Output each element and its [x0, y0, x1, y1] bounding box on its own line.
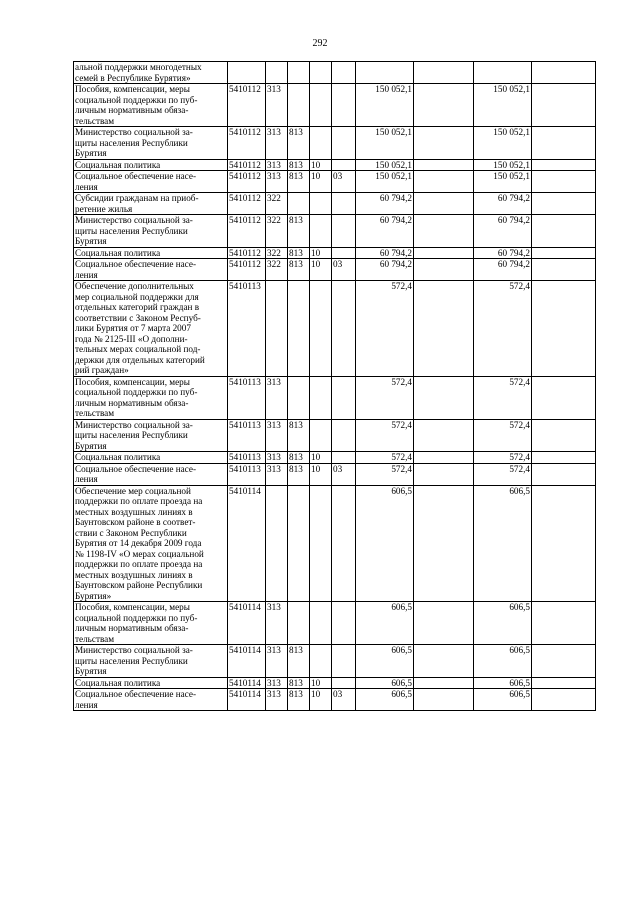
cell-name [74, 247, 228, 259]
cell-section: 10 [310, 259, 332, 281]
cell-empty [414, 463, 474, 485]
cell-section [310, 127, 332, 160]
name-line: Бурятия от 14 декабря 2009 года [75, 538, 202, 548]
cell-empty [414, 677, 474, 689]
table-row [74, 645, 596, 678]
cell-section [310, 281, 332, 377]
table-row [74, 376, 596, 419]
cell-total: 150 052,1 [356, 159, 414, 171]
cell-subsection [332, 193, 356, 215]
name-line: ретение жилья [75, 203, 133, 214]
cell-amount: 150 052,1 [474, 127, 532, 160]
cell-empty [532, 376, 596, 419]
cell-expense-type [266, 485, 288, 602]
cell-total: 606,5 [356, 485, 414, 602]
cell-name [74, 171, 228, 193]
name-line: социальной поддержки по пуб- [75, 387, 198, 397]
name-line: Министерство социальной за- [75, 419, 193, 430]
cell-ministry-code [288, 193, 310, 215]
cell-ministry-code: 813 [288, 463, 310, 485]
cell-amount: 572,4 [474, 376, 532, 419]
cell-total: 572,4 [356, 463, 414, 485]
cell-total [356, 62, 414, 84]
name-line: личным нормативным обяза- [75, 623, 189, 633]
name-line: альной поддержки многодетных [75, 62, 202, 72]
cell-empty [532, 645, 596, 678]
table-row [74, 281, 596, 377]
cell-empty [532, 215, 596, 248]
cell-expense-type: 313 [266, 677, 288, 689]
name-line: Пособия, компенсации, меры [75, 602, 190, 612]
cell-total: 572,4 [356, 281, 414, 377]
cell-expense-type [266, 62, 288, 84]
cell-section: 10 [310, 452, 332, 464]
cell-empty [532, 159, 596, 171]
cell-empty [532, 84, 596, 127]
name-line: Субсидии гражданам на приоб- [75, 193, 199, 203]
cell-subsection: 03 [332, 689, 356, 711]
table-row [74, 84, 596, 127]
cell-ministry-code: 813 [288, 677, 310, 689]
name-line: Баунтовском районе Республики [75, 580, 203, 590]
cell-empty [414, 645, 474, 678]
cell-subsection [332, 84, 356, 127]
cell-section [310, 602, 332, 645]
cell-target-article: 5410113 [228, 463, 266, 485]
name-line: Министерство социальной за- [75, 645, 193, 655]
name-line: ления [75, 474, 98, 484]
name-line: Бурятия [75, 148, 107, 158]
cell-empty [414, 193, 474, 215]
cell-subsection [332, 485, 356, 602]
name-line: года № 2125-III «О дополни- [75, 333, 188, 344]
cell-name [74, 602, 228, 645]
cell-target-article: 5410112 [228, 215, 266, 248]
cell-empty [414, 281, 474, 377]
table-body [74, 62, 596, 711]
table-row [74, 62, 596, 84]
cell-section: 10 [310, 171, 332, 193]
cell-empty [414, 84, 474, 127]
cell-amount: 150 052,1 [474, 159, 532, 171]
cell-target-article: 5410112 [228, 159, 266, 171]
cell-name [74, 463, 228, 485]
table-row [74, 485, 596, 602]
cell-section [310, 193, 332, 215]
cell-empty [532, 452, 596, 464]
cell-total: 150 052,1 [356, 127, 414, 160]
cell-subsection [332, 62, 356, 84]
table-row [74, 159, 596, 171]
cell-ministry-code [288, 84, 310, 127]
cell-empty [532, 602, 596, 645]
name-line: семей в Республике Бурятия» [75, 72, 191, 83]
name-line: Министерство социальной за- [75, 127, 193, 137]
name-line: № 1198-IV «О мерах социальной [75, 548, 204, 559]
cell-expense-type: 313 [266, 463, 288, 485]
name-line: соответствии с Законом Респуб- [75, 312, 201, 323]
cell-empty [532, 193, 596, 215]
name-line: Пособия, компенсации, меры [75, 84, 190, 94]
cell-empty [532, 419, 596, 452]
cell-section: 10 [310, 689, 332, 711]
cell-target-article: 5410112 [228, 127, 266, 160]
cell-expense-type: 313 [266, 602, 288, 645]
name-line: Социальное обеспечение насе- [75, 259, 197, 269]
name-line: ления [75, 699, 98, 710]
cell-section [310, 419, 332, 452]
cell-amount: 60 794,2 [474, 193, 532, 215]
table-row [74, 602, 596, 645]
cell-expense-type: 313 [266, 419, 288, 452]
cell-target-article: 5410112 [228, 84, 266, 127]
cell-empty [414, 259, 474, 281]
name-line: ления [75, 269, 98, 280]
cell-ministry-code [288, 602, 310, 645]
cell-ministry-code: 813 [288, 215, 310, 248]
cell-empty [414, 485, 474, 602]
cell-empty [414, 215, 474, 248]
cell-empty [532, 127, 596, 160]
name-line: щиты населения Республики [75, 655, 188, 666]
name-line: щиты населения Республики [75, 137, 188, 148]
cell-ministry-code: 813 [288, 171, 310, 193]
cell-target-article: 5410114 [228, 645, 266, 678]
cell-amount: 572,4 [474, 281, 532, 377]
cell-empty [414, 419, 474, 452]
name-line: отдельных категорий граждан в [75, 302, 200, 312]
cell-target-article: 5410114 [228, 689, 266, 711]
cell-ministry-code [288, 485, 310, 602]
cell-total: 60 794,2 [356, 215, 414, 248]
cell-total: 606,5 [356, 689, 414, 711]
cell-name [74, 452, 228, 464]
cell-amount: 606,5 [474, 485, 532, 602]
cell-total: 572,4 [356, 376, 414, 419]
cell-expense-type: 313 [266, 127, 288, 160]
name-line: Министерство социальной за- [75, 215, 193, 225]
name-line: Баунтовском районе в соответ- [75, 517, 196, 527]
name-line: Бурятия [75, 440, 107, 451]
cell-subsection [332, 215, 356, 248]
name-line: личным нормативным обяза- [75, 105, 189, 115]
name-line: щиты населения Республики [75, 225, 188, 236]
cell-empty [414, 602, 474, 645]
cell-section [310, 485, 332, 602]
cell-target-article: 5410113 [228, 376, 266, 419]
cell-expense-type: 313 [266, 159, 288, 171]
cell-empty [532, 463, 596, 485]
cell-total: 606,5 [356, 645, 414, 678]
cell-name [74, 376, 228, 419]
cell-subsection: 03 [332, 259, 356, 281]
name-line: Социальная политика [75, 159, 161, 170]
cell-amount: 606,5 [474, 677, 532, 689]
cell-expense-type: 313 [266, 171, 288, 193]
name-line: щиты населения Республики [75, 430, 188, 440]
name-line: личным нормативным обяза- [75, 397, 189, 408]
cell-empty [532, 171, 596, 193]
cell-empty [414, 171, 474, 193]
cell-name [74, 84, 228, 127]
cell-subsection [332, 127, 356, 160]
cell-target-article: 5410114 [228, 485, 266, 602]
cell-expense-type: 322 [266, 259, 288, 281]
cell-ministry-code: 813 [288, 419, 310, 452]
cell-ministry-code: 813 [288, 259, 310, 281]
name-line: поддержки по оплате проезда на [75, 559, 203, 569]
cell-amount: 572,4 [474, 452, 532, 464]
cell-target-article: 5410112 [228, 259, 266, 281]
cell-section [310, 645, 332, 678]
cell-name [74, 645, 228, 678]
cell-name [74, 419, 228, 452]
name-line: тельных мерах социальной под- [75, 344, 201, 354]
page-number: 292 [312, 38, 328, 49]
cell-empty [414, 689, 474, 711]
cell-subsection [332, 159, 356, 171]
cell-subsection: 03 [332, 171, 356, 193]
cell-section [310, 215, 332, 248]
cell-ministry-code [288, 62, 310, 84]
cell-subsection [332, 602, 356, 645]
table-row [74, 689, 596, 711]
cell-ministry-code: 813 [288, 127, 310, 160]
cell-empty [532, 677, 596, 689]
cell-amount: 60 794,2 [474, 215, 532, 248]
cell-target-article: 5410113 [228, 419, 266, 452]
table-row [74, 193, 596, 215]
table-row [74, 677, 596, 689]
cell-subsection [332, 376, 356, 419]
name-line: Социальная политика [75, 452, 161, 462]
cell-name [74, 689, 228, 711]
cell-total: 572,4 [356, 452, 414, 464]
cell-expense-type: 313 [266, 645, 288, 678]
cell-subsection [332, 645, 356, 678]
cell-section: 10 [310, 247, 332, 259]
cell-ministry-code: 813 [288, 645, 310, 678]
cell-subsection [332, 281, 356, 377]
name-line: лики Бурятия от 7 марта 2007 [75, 323, 191, 333]
cell-name [74, 259, 228, 281]
cell-section [310, 84, 332, 127]
cell-name [74, 485, 228, 602]
table-row [74, 452, 596, 464]
cell-name [74, 127, 228, 160]
cell-section: 10 [310, 677, 332, 689]
cell-subsection [332, 247, 356, 259]
cell-section: 10 [310, 463, 332, 485]
table-row [74, 171, 596, 193]
cell-name [74, 281, 228, 377]
cell-empty [532, 281, 596, 377]
cell-expense-type: 322 [266, 247, 288, 259]
cell-section: 10 [310, 159, 332, 171]
cell-subsection: 03 [332, 463, 356, 485]
table-row [74, 127, 596, 160]
cell-section [310, 62, 332, 84]
name-line: местных воздушных линиях в [75, 506, 193, 517]
name-line: ления [75, 181, 98, 192]
cell-total: 606,5 [356, 602, 414, 645]
cell-empty [414, 247, 474, 259]
cell-name [74, 677, 228, 689]
cell-total: 60 794,2 [356, 259, 414, 281]
name-line: Социальная политика [75, 247, 161, 258]
cell-ministry-code: 813 [288, 452, 310, 464]
cell-target-article: 5410114 [228, 677, 266, 689]
cell-subsection [332, 452, 356, 464]
cell-empty [414, 159, 474, 171]
name-line: социальной поддержки по пуб- [75, 94, 198, 105]
cell-empty [532, 485, 596, 602]
name-line: тельствам [75, 408, 115, 418]
name-line: Пособия, компенсации, меры [75, 376, 190, 387]
cell-amount: 606,5 [474, 602, 532, 645]
name-line: мер социальной поддержки для [75, 291, 199, 302]
cell-empty [414, 127, 474, 160]
cell-name [74, 193, 228, 215]
cell-ministry-code: 813 [288, 247, 310, 259]
cell-amount: 572,4 [474, 419, 532, 452]
name-line: поддержки по оплате проезда на [75, 496, 203, 506]
cell-amount: 60 794,2 [474, 259, 532, 281]
cell-expense-type: 313 [266, 376, 288, 419]
table-row [74, 215, 596, 248]
table-row [74, 463, 596, 485]
cell-ministry-code [288, 281, 310, 377]
name-line: Социальная политика [75, 677, 161, 688]
name-line: Бурятия» [75, 590, 112, 601]
cell-amount: 150 052,1 [474, 171, 532, 193]
cell-amount [474, 62, 532, 84]
cell-ministry-code: 813 [288, 689, 310, 711]
cell-expense-type: 322 [266, 215, 288, 248]
cell-target-article [228, 62, 266, 84]
cell-total: 606,5 [356, 677, 414, 689]
cell-amount: 606,5 [474, 645, 532, 678]
name-line: Социальное обеспечение насе- [75, 463, 197, 474]
cell-target-article: 5410112 [228, 193, 266, 215]
table-row [74, 247, 596, 259]
cell-amount: 606,5 [474, 689, 532, 711]
cell-amount: 572,4 [474, 463, 532, 485]
cell-total: 150 052,1 [356, 171, 414, 193]
cell-total: 60 794,2 [356, 247, 414, 259]
cell-name [74, 62, 228, 84]
cell-subsection [332, 419, 356, 452]
cell-expense-type: 313 [266, 452, 288, 464]
table-row [74, 419, 596, 452]
cell-ministry-code: 813 [288, 159, 310, 171]
cell-total: 572,4 [356, 419, 414, 452]
cell-target-article: 5410113 [228, 281, 266, 377]
name-line: Бурятия [75, 236, 107, 246]
cell-empty [532, 689, 596, 711]
cell-empty [414, 376, 474, 419]
name-line: местных воздушных линиях в [75, 569, 193, 580]
name-line: социальной поддержки по пуб- [75, 612, 198, 623]
name-line: ствии с Законом Республики [75, 527, 187, 538]
name-line: тельствам [75, 115, 115, 126]
cell-target-article: 5410112 [228, 247, 266, 259]
cell-empty [532, 247, 596, 259]
name-line: держки для отдельных категорий [75, 354, 205, 365]
cell-ministry-code [288, 376, 310, 419]
budget-table [73, 61, 596, 711]
cell-subsection [332, 677, 356, 689]
cell-empty [532, 62, 596, 84]
cell-expense-type [266, 281, 288, 377]
name-line: тельствам [75, 633, 115, 644]
name-line: Социальное обеспечение насе- [75, 171, 197, 181]
cell-empty [532, 259, 596, 281]
name-line: рий граждан» [75, 365, 129, 375]
cell-empty [414, 62, 474, 84]
cell-total: 150 052,1 [356, 84, 414, 127]
cell-expense-type: 313 [266, 689, 288, 711]
cell-name [74, 215, 228, 248]
name-line: Бурятия [75, 666, 107, 676]
cell-target-article: 5410113 [228, 452, 266, 464]
cell-total: 60 794,2 [356, 193, 414, 215]
name-line: Социальное обеспечение насе- [75, 689, 197, 699]
name-line: Обеспечение мер социальной [75, 485, 191, 496]
cell-target-article: 5410112 [228, 171, 266, 193]
table-row [74, 259, 596, 281]
cell-target-article: 5410114 [228, 602, 266, 645]
cell-empty [414, 452, 474, 464]
cell-amount: 150 052,1 [474, 84, 532, 127]
cell-amount: 60 794,2 [474, 247, 532, 259]
cell-name [74, 159, 228, 171]
cell-expense-type: 322 [266, 193, 288, 215]
cell-expense-type: 313 [266, 84, 288, 127]
cell-section [310, 376, 332, 419]
name-line: Обеспечение дополнительных [75, 281, 194, 291]
